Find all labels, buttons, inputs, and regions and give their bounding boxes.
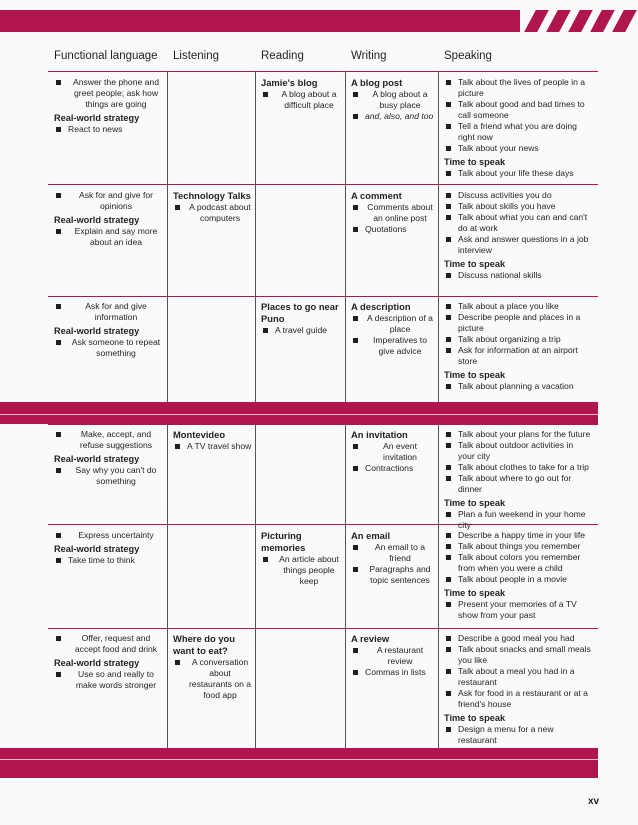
functional-cell: Make, accept, and refuse suggestions Real-world strategy Say why you can't do something [54, 429, 164, 487]
header-stripe [524, 10, 549, 32]
column-divider [438, 71, 439, 402]
writing-cell: A comment Comments about an online post Quotations [351, 190, 435, 235]
speaking-cell: Talk about your plans for the future Talk about outdoor activities in your city Talk about clothes to take for a trip Talk about where to go out for dinner Time to speak Plan a fun weekend in your home city [444, 429, 591, 530]
functional-cell: Express uncertainty Real-world strategy Take time to think [54, 530, 164, 566]
writing-cell: A review A restaurant review Commas in lists [351, 633, 435, 678]
speaking-cell: Talk about the lives of people in a picture Talk about good and bad times to call someone Tell a friend what you are doing right now Talk about your news Time to speak Talk about your life these days [444, 77, 592, 179]
header-stripe [546, 10, 571, 32]
functional-cell: Ask for and give for opinions Real-world strategy Explain and say more about an idea [54, 190, 164, 248]
reading-cell: Places to go near Puno A travel guide [261, 301, 343, 336]
header-writing: Writing [351, 50, 387, 62]
column-divider [345, 424, 346, 748]
writing-cell: An invitation An event invitation Contractions [351, 429, 435, 474]
column-divider [255, 71, 256, 402]
column-divider [167, 424, 168, 748]
writing-cell: An email An email to a friend Paragraphs and topic sentences [351, 530, 435, 586]
listening-cell: Where do you want to eat? A conversation about restaurants on a food app [173, 633, 252, 700]
header-listening: Listening [173, 50, 220, 62]
speaking-cell: Describe a good meal you had Talk about snacks and small meals you like Talk about a meal you had in a restaurant Ask for food in a restaurant or at a friend's house Time to speak Design a menu for a new restaurant [444, 633, 591, 745]
header-band [0, 10, 520, 32]
speaking-cell: Talk about a place you like Describe people and places in a picture Talk about organizing a trip Ask for information at an airport store Time to speak Talk about planning a vacation [444, 301, 592, 392]
header-functional-language: Functional language [54, 50, 158, 62]
listening-cell: Technology Talks A podcast about computers [173, 190, 253, 224]
row-divider [48, 296, 598, 297]
header-stripe [568, 10, 593, 32]
section-divider-band [0, 402, 598, 424]
header-speaking: Speaking [444, 50, 492, 62]
listening-cell: Montevideo A TV travel show [173, 429, 252, 451]
reading-cell: Jamie's blog A blog about a difficult place [261, 77, 343, 111]
row-divider [48, 424, 598, 425]
functional-cell: Answer the phone and greet people; ask how things are going Real-world strategy React to news [54, 77, 164, 135]
column-divider [255, 424, 256, 748]
header-reading: Reading [261, 50, 304, 62]
row-divider [48, 71, 598, 72]
functional-cell: Offer, request and accept food and drink Real-world strategy Use so and really to make words stronger [54, 633, 164, 691]
column-divider [345, 71, 346, 402]
header-stripe [590, 10, 615, 32]
functional-cell: Ask for and give information Real-world strategy Ask someone to repeat something [54, 301, 164, 359]
page-number: xv [588, 796, 600, 807]
footer-band [0, 748, 598, 778]
column-divider [167, 71, 168, 402]
speaking-cell: Describe a happy time in your life Talk about things you remember Talk about colors you remember from when you were a child Talk about people in a movie Time to speak Present your memories of a TV show from your past [444, 530, 592, 621]
header-stripe [612, 10, 637, 32]
writing-cell: A description A description of a place Imperatives to give advice [351, 301, 435, 357]
row-divider [48, 628, 598, 629]
column-divider [438, 424, 439, 748]
reading-cell: Picturing memories An article about things people keep [261, 530, 343, 587]
row-divider [48, 184, 598, 185]
writing-cell: A blog post A blog about a busy place and, also, and too [351, 77, 434, 121]
speaking-cell: Discuss activities you do Talk about skills you have Talk about what you can and can't do at work Ask and answer questions in a job interview Time to speak Discuss national skills [444, 190, 592, 281]
